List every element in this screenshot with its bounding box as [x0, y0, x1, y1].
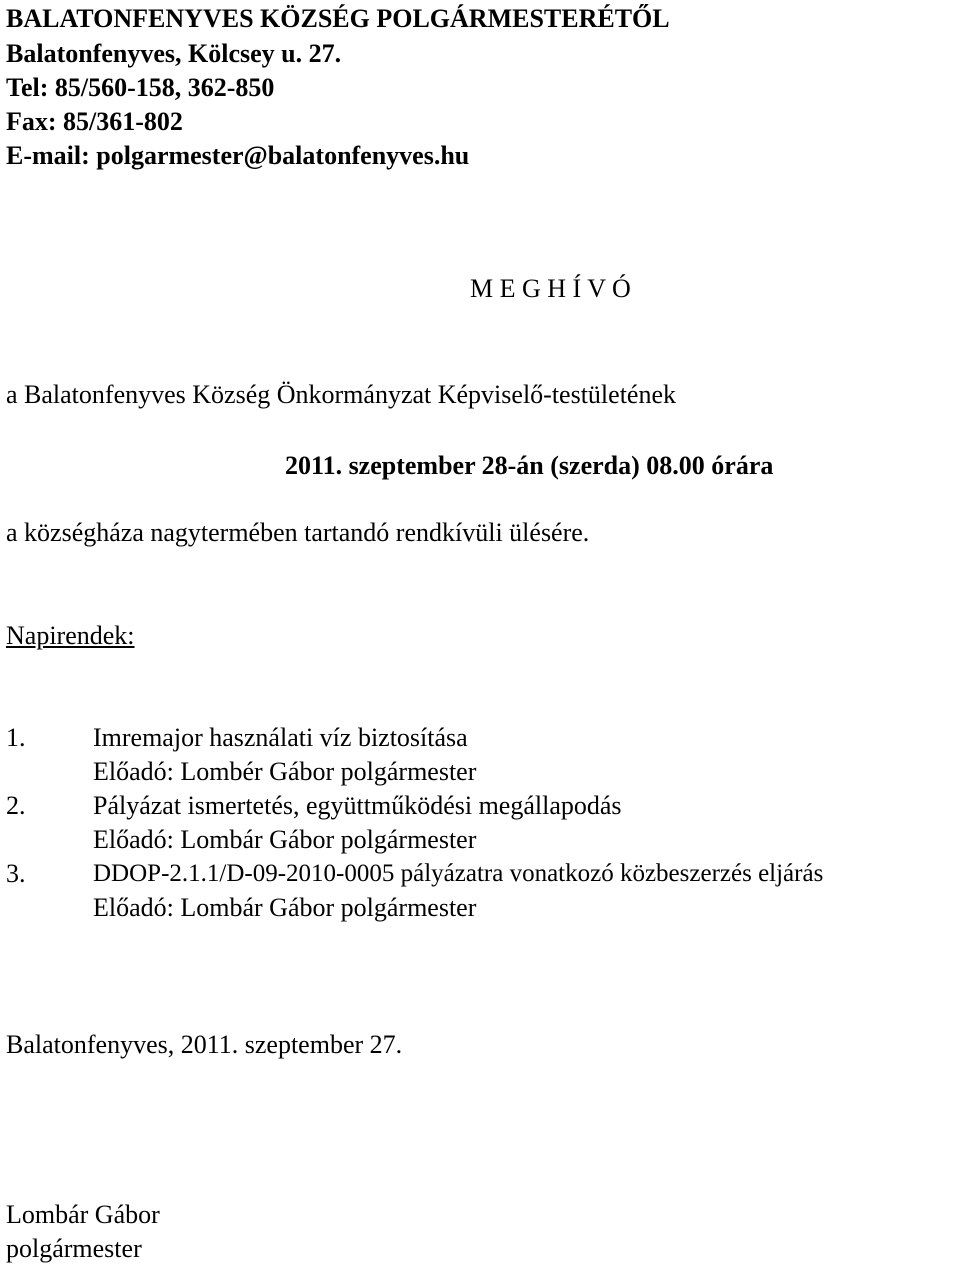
- letterhead-email: E-mail: polgarmester@balatonfenyves.hu: [6, 141, 470, 170]
- letterhead-fax: Fax: 85/361-802: [6, 107, 183, 136]
- place-and-date: Balatonfenyves, 2011. szeptember 27.: [6, 1030, 403, 1059]
- agenda-heading: Napirendek:: [6, 621, 135, 650]
- document-title: M E G H Í V Ó: [470, 274, 631, 303]
- agenda-item-presenter: Előadó: Lombár Gábor polgármester: [93, 825, 477, 854]
- signatory-role: polgármester: [6, 1234, 142, 1263]
- meeting-datetime: 2011. szeptember 28-án (szerda) 08.00 órára: [285, 451, 774, 480]
- signatory-name: Lombár Gábor: [6, 1200, 160, 1229]
- agenda-item-number: 3.: [6, 859, 26, 888]
- agenda-item-topic: DDOP-2.1.1/D-09-2010-0005 pályázatra vonatkozó közbeszerzés eljárás: [93, 860, 824, 887]
- agenda-item-presenter: Előadó: Lombér Gábor polgármester: [93, 757, 477, 786]
- letterhead-org: BALATONFENYVES KÖZSÉG POLGÁRMESTERÉTŐL: [6, 4, 670, 33]
- letterhead-tel: Tel: 85/560-158, 362-850: [6, 73, 275, 102]
- agenda-item-topic: Pályázat ismertetés, együttműködési megállapodás: [93, 791, 622, 820]
- agenda-item-number: 1.: [6, 723, 26, 752]
- agenda-item-presenter: Előadó: Lombár Gábor polgármester: [93, 893, 477, 922]
- agenda-item-number: 2.: [6, 791, 26, 820]
- meeting-location: a községháza nagytermében tartandó rendkívüli ülésére.: [6, 518, 590, 547]
- letterhead-address: Balatonfenyves, Kölcsey u. 27.: [6, 39, 342, 68]
- invitation-intro: a Balatonfenyves Község Önkormányzat Képviselő-testületének: [6, 380, 676, 409]
- agenda-item-topic: Imremajor használati víz biztosítása: [93, 723, 468, 752]
